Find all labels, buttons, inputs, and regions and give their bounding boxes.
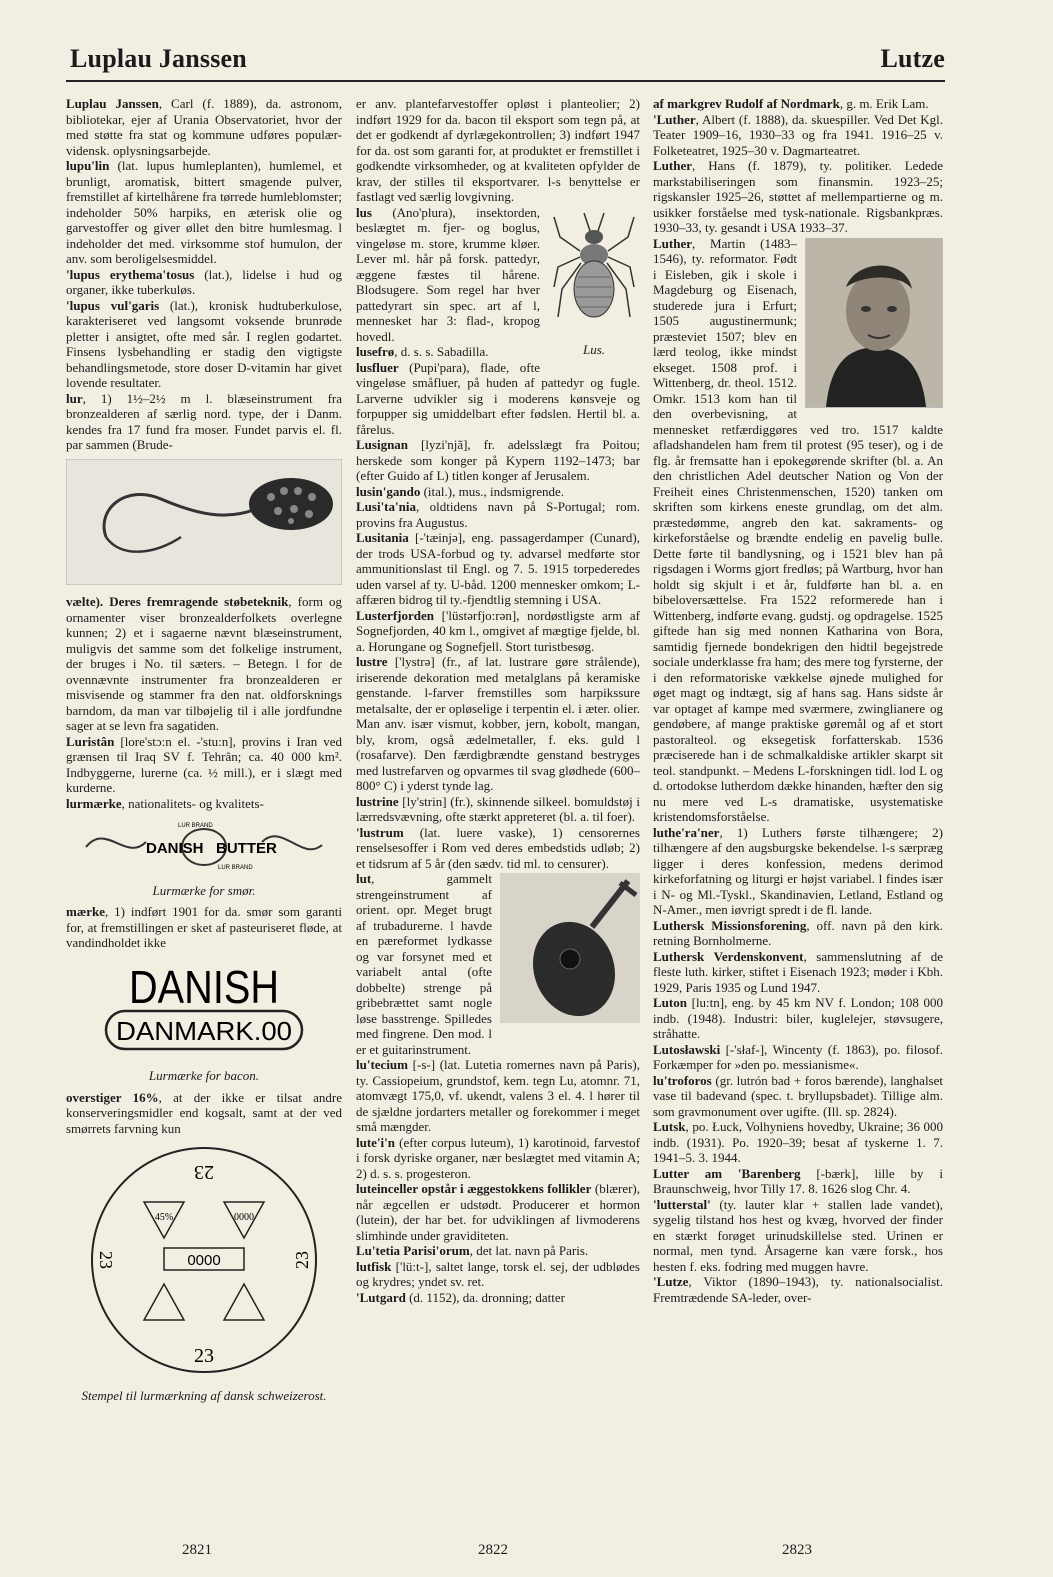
entry-lutheraner: luthe'ra'ner, 1) Luthers første tilhængere; 2) tilhængere af den augsburgske bekendelse. l-s særpræg ligger i deres konfession, medens derimod kirkeforfatning og liturgi er højst variabel. l findes især i N- og Ml.-Tyskl., Skandinavien, Letland, Estland og N-Amer., men iøvrigt spredt i de fl. lande. — [653, 824, 943, 917]
entry-lurmaerke-cont2: overstiger 16%, at der ikke er tilsat andre konserveringsmidler end kogsalt, samt at der ved smørrets farvning kun — [66, 1089, 342, 1136]
running-header — [66, 44, 945, 78]
stamp-right-number: 23 — [292, 1251, 312, 1269]
luther-portrait-image — [806, 239, 942, 407]
lur-photo — [66, 459, 342, 589]
caption-stamp: Stempel til lurmærkning af dansk schweizerost. — [81, 1387, 327, 1403]
caption-bacon: Lurmærke for bacon. — [148, 1068, 260, 1083]
entry-lutter-am-barenberg: Lutter am 'Barenberg [-bærk], lille by i Braunschweig, hvor Tilly 17. 8. 1626 slog Chr. 4. — [653, 1165, 943, 1196]
entry-luteinceller: luteinceller opstår i æggestokkens follikler (blærer), når ægcellen er udstødt. Producerer et hormon (lutein), der har bet. for udviklingen af livmoderens slimhinde under graviditeten. — [356, 1181, 640, 1243]
caption-lus: Lus. — [582, 342, 606, 357]
stamp-pct-label: 45% — [154, 1212, 174, 1223]
entry-lusignan: Lusignan [lyzi'njã], fr. adelsslægt fra Poitou; herskede som konger på Kypern 1192–1473; bar (efter Guido af L) titlen konger af Jerusalem. — [356, 437, 640, 483]
entry-markgrev: af markgrev Rudolf af Nordmark, g. m. Erik Lam. — [653, 96, 929, 111]
entry-lutgard: 'Lutgard (d. 1152), da. dronning; datter — [356, 1289, 565, 1305]
stamp-left-number: 23 — [96, 1251, 116, 1269]
danish-bacon-logo-image — [66, 957, 342, 1059]
entry-lusterfjorden: Lusterfjorden ['lüstərfjo:rən], nordøstligste arm af Sognefjorden, 40 km l., omgivet af mægtige fjelde, bl. a. Horungane og Sognefjell. Stort turistbesøg. — [356, 607, 640, 654]
page-number-3: 2823 — [782, 1542, 812, 1558]
page-number-2: 2822 — [478, 1542, 508, 1558]
entry-luther-martin: Luther, Martin (1483–1546), ty. reformator. Født i Eisleben, gik i skole i Magdeburg og Eisenach, studerede jura i Erfurt; 1505 augustinermunk; præsteviet 1507; blev en lærd teolog, ikke mindst ekseget. 1508 prof. i Wittenberg, dr. theol. 1512. Omkr. 1513 kom han til den overbevisning, at mennesket retfærdiggøres ved tro. 1517 kaldte afladshandelen ham frem til protest (95 teser), og i de flg. år fremsatte han i epokegørende skrifter (bl. a. An den christlichen Adel deutscher Nation og Von der Freiheit eines Christenmenschen, 1520) tanken om skriften som kirkens eneste grundlag, om det alm. præstedømme, angreb den kat. sakraments- og kirkeforståelse og brændte endelig en pavelig bulle. Dette førte til bandlysning, og i 1521 blev han på rigsdagen i Worms gjort fredløs; på Wartburg, hvor han holdt sig skjult i et år, fuldførte han bl. a. en bibeloversættelse. Fra 1522 reformerede han i Wittenberg, indførte evang. gudstj. og opdragelse. 1525 giftede han sig med nonnen Katharina von Bora, samtidig fjernede bondekrigen den hidtil begejstrede sociale underklasse fra ham; des mere tog fyrsterne, der i den reformatoriske vækkelse øjnede mulighed for øget magt og indtægt, sig af hans sag. Hans sidste år var optaget af kampe med sværmere, zwinglianere og gendøbere, af mange praktiske gøremål og af et stort pastoralteol. og eksegetisk forfatterskab. 1536 præciserede han i de schmalkaldiske artikler skarpt sit teol. standpunkt. – Medens L-forskningen tidl. lod L og d. ortodokse lutherdom dække hinanden, hæfter den sig nu mere ved L-s dramatiske, usystematiske kristendomsforståelse. — [653, 235, 943, 824]
header-rule — [66, 80, 945, 82]
entry-luthersk-missionsforening: Luthersk Missionsforening, off. navn på den kirk. retning Bornholmerne. — [653, 917, 943, 948]
butter-text-a: DANISH — [146, 840, 204, 857]
entry-lusitania-prov: Lusi'ta'nia, oldtidens navn på S-Portugal; rom. provins fra Augustus. — [356, 499, 640, 530]
entry-lurmaerke: lurmærke, nationalitets- og kvalitets- — [66, 795, 264, 811]
luther-portrait — [805, 238, 943, 408]
column-3 — [653, 96, 943, 1305]
entry-lusfluer: lusfluer (Pupi'para), flade, ofte vingeløse småfluer, på huden af pattedyr og fugle. Larverne udvikler sig i moderens kønsveje og forpupper sig umiddelbart efter fødslen. Hertil bl. a. fårelus. — [356, 359, 640, 437]
entry-lutze: 'Lutze, Viktor (1890–1943), ty. nationalsocialist. Fremtrædende SA-leder, over- — [653, 1274, 943, 1305]
entry-lutoslawski: Lutosławski [-'słaf-], Wincenty (f. 1863), po. filosof. Forkæmper for »den po. messianisme«. — [653, 1041, 943, 1072]
entry-lusefro: lusefrø, d. s. s. Sabadilla. — [356, 344, 489, 359]
butter-logo — [66, 817, 342, 877]
entry-lupus-vulgaris: 'lupus vul'garis (lat.), kronisk hudtuberkulose, karakteriseret ved langsomt voksende brunrøde pletter i ansigtet, ofte med sår. I reglen godartet. Finsens lysbehandling er stadig den vigtigste behandlingsmetode, store doser D-vitamin har givet lovende resultater. — [66, 297, 342, 390]
entry-lustrine: lustrine [ly'strin] (fr.), skinnende silkeel. bomuldstøj i lærredsvævning, ofte stærkt appreteret (bl. a. til foer). — [356, 793, 640, 824]
entry-lutein: lute'i'n (efter corpus luteum), 1) karotinoid, farvestof i forsk dyriske organer, nær beslægtet med vitamin A; 2) d. s. s. progesteron. — [356, 1134, 640, 1181]
cheese-stamp — [66, 1142, 342, 1382]
entry-lur: lur, 1) 1½–2½ m l. blæseinstrument fra bronzealderen af særlig nord. type, der i Danm. kendes fra 17 fund fra moser. Fundet parvis el. fl. par sammen (Brude- — [66, 390, 342, 452]
lur-instrument-image — [66, 459, 342, 585]
louse-figure — [548, 207, 640, 364]
entry-luton: Luton [lu:tn], eng. by 45 km NV f. London; 108 000 indb. (1948). Industri: biler, kuglelejer, støvsugere, stråhatte. — [653, 995, 943, 1041]
stamp-code-label: 0000 — [234, 1212, 254, 1223]
header-right: Lutze — [880, 44, 945, 73]
lute-figure — [500, 873, 640, 1027]
entry-lutroforos: lu'troforos (gr. lutrón bad + foros bærende), langhalset vase til badevand (spec. t. bryllupsbadet). Tillige alm. som gravmonument over ugifte. (Ill. sp. 2824). — [653, 1072, 943, 1119]
entry-lupus-erythematosus: 'lupus erythema'tosus (lat.), lidelse i hud og organer, ikke tuberkuløs. — [66, 266, 342, 297]
lute-image — [500, 873, 640, 1023]
entry-lut: lut, gammelt strengeinstrument af orient. opr. Meget brugt af trubadurerne. l havde en pæreformet lydkasse og var forsynet med et variabelt antal (ofte dobbelte) strenge på gribebrættet samt nogle løse basstrenge. Spilledes med fingrene. Den mod. l er et guitarinstrument. — [356, 871, 492, 1057]
entry-luthersk-verdenskonvent: Luthersk Verdenskonvent, sammenslutning af de fleste luth. kirker, stiftet i Eisenach 1923; møder i Kbh. 1929, Paris 1935 og Lund 1947. — [653, 948, 943, 995]
bacon-text-b: DANMARK.00 — [116, 1015, 292, 1046]
entry-luplau-janssen: Luplau Janssen, Carl (f. 1889), da. astronom, bibliotekar, ejer af Urania Observatoriet, hvor der med støtte fra stat og kommune udføres populær-vidensk. oplysningsarbejde. — [66, 96, 342, 158]
column-1 — [66, 96, 342, 1409]
entry-lupulin: lupu'lin (lat. lupus humleplanten), humlemel, et brunligt, aromatisk, bittert smagende pulver, fremstillet af kirtelhårene fra tørrede humleblomster; indeholder 50% harpiks, en æterisk olie og garvestoffer og giver øllet den bitre humlesmag. l indeholder det med. virksomme stof humulon, der anv. som beroligelsesmiddel. — [66, 158, 342, 266]
entry-luther-albert: 'Luther, Albert (f. 1888), da. skuespiller. Ved Det Kgl. Teater 1909–16, 1930–33 og fra 1941. 1916–25 v. Folketeatret, 1925–30 v. Dagmarteatret. — [653, 111, 943, 158]
cheese-stamp-image — [66, 1142, 342, 1378]
entry-lusingando: lusin'gando (ital.), mus., indsmigrende. — [356, 483, 565, 499]
stamp-mid-code: 0000 — [187, 1252, 221, 1269]
entry-luristan: Luristân [lore'stɔ:n el. -'stu:n], provins i Iran ved grænsen til Iraq SV f. Tehrân; ca. 40 000 km². Indbyggerne, lurerne (ca. ½ mill.), er i slægt med kurderne. — [66, 733, 342, 795]
entry-lus: lus (Ano'plura), insektorden, beslægtet m. fjer- og boglus, vingeløse m. store, krumme kløer. Lever ml. hår på forsk. pattedyr, æggene fæstes til hårene. Blodsugere. Som regel har hver pattedyrart sin spec. art af l, mennesket har 3: flad-, kropog hovedl. — [356, 204, 540, 344]
stamp-bottom-number: 23 — [194, 1345, 214, 1367]
entry-lusitania-ship: Lusitania [-'tæinjə], eng. passagerdamper (Cunard), der trods USA-forbud og ty. advarsel medførte stor ammunitionslast til Engl. og 7. 5. 1915 torpederedes uden varsel af ty. U-båd. 1200 mennesker omkom; L-affæren bidrog til ty.-fjendtlig stemning i USA. — [356, 530, 640, 607]
entry-lustre: lustre ['lystrə] (fr., af lat. lustrare gøre strålende), iriserende dekoration med metalglans på keramiske genstande. l-farver fremstilles som harpikssure metalsalte, der er opløselige i terpentin el. i æter. olier. Man anv. især vismut, kobber, jern, kobolt, mangan, bly, krom, også ædelmetaller, f. eks. guld l (rosafarve). Den færdigbrændte genstand bestryges med lustrefarven og opvarmes til svag glødhede (600–800° C) i yderst tynde lag. — [356, 654, 640, 793]
entry-lutecium: lu'tecium [-s-] (lat. Lutetia romernes navn på Paris), ty. Cassiopeium, grundstof, kem. tegn Lu, atomnr. 71, atomvægt 175,0, vf. ukendt, valens 3 el. 4. l hører til de sjældne jordarters metaller og forekommer i meget små mængder. — [356, 1057, 640, 1134]
entry-luther-hans: Luther, Hans (f. 1879), ty. politiker. Ledede markstabiliseringen som finansmin. 1923–25; rigskansler 1925–26, støttet af mellempartierne og m. usikker forståelse med tysk-nationale. Rigsbankpræs. 1930–33, ty. gesandt i USA 1933–37. — [653, 158, 943, 235]
page-number-1: 2821 — [182, 1542, 212, 1558]
danish-butter-logo-image — [66, 817, 342, 873]
entry-plantefarvestoffer: er anv. plantefarvestoffer opløst i planteolier; 2) indført 1929 for da. bacon til eksport som tegn på, at det er godkendt af dyrlægekontrollen; 3) indført 1947 for da. ost som garanti for, at produktet er fremstillet i godkendte virksomheder, og at kvaliteten opfylder de krav, der stilles til eksportvarer. l-s benyttelse er fastlagt ved særlig lovgivning. — [356, 96, 640, 204]
bacon-logo — [66, 957, 342, 1063]
entry-lutsk: Lutsk, po. Łuck, Volhyniens hovedby, Ukraine; 36 000 indb. (1931). Po. 1920–39; besat af tyskerne 1. 7. 1941–5. 3. 1944. — [653, 1119, 943, 1165]
caption-butter: Lurmærke for smør. — [152, 882, 256, 898]
louse-image — [548, 207, 640, 337]
entry-lutterstal: 'lutterstal' (ty. lauter klar + stallen lade vandet), sygelig tilstand hos hest og kvæg, hvorved der finder en stærkt forøget urinudskillelse sted. Urinen er normal, men tynd. Årsagerne kan være forsk., hos hesten f. eks. fodring med muggen havre. — [653, 1196, 943, 1274]
stamp-top-number: 23 — [194, 1161, 214, 1183]
entry-lutfisk: lutfisk ['lü:t-], saltet lange, torsk el. sej, der udblødes og krydres; yndet sv. ret. — [356, 1258, 640, 1289]
column-2 — [356, 96, 640, 1305]
entry-lustrum: 'lustrum (lat. luere vaske), 1) censorernes renselsesoffer i Rom ved deres embedstids udløb; 2) et tidsrum af 5 år (den sædv. tid ml. to censurer). — [356, 824, 640, 871]
entry-lutetia: Lu'tetia Parisi'orum, det lat. navn på Paris. — [356, 1243, 589, 1258]
header-left: Luplau Janssen — [70, 44, 247, 73]
entry-lur-cont: vælte). Deres fremragende støbeteknik, form og ornamenter viser bronzealderfolkets overlegne kunnen; 2) et i sagaerne nævnt blæseinstrument, muligvis det samme som det folkelige instrument, der bruges i No. til sæters. – Betegn. l for de ovennævnte instrumenter fra bronzealderen er misvisende og stammer fra den nat. oldforsknings barndom, da man var tilbøjelig til i alle jordfundne sager at se levn fra sagatiden. — [66, 594, 342, 733]
butter-bottom-text: LUR BRAND — [218, 865, 253, 871]
butter-top-text: LUR BRAND — [178, 823, 213, 829]
entry-lurmaerke-cont: mærke, 1) indført 1901 for da. smør som garanti for, at fremstillingen er sket af pasteuriseret fløde, at vandindholdet ikke — [66, 904, 342, 950]
butter-text-b: BUTTER — [216, 840, 277, 857]
bacon-text-a: DANISH — [129, 960, 279, 1013]
